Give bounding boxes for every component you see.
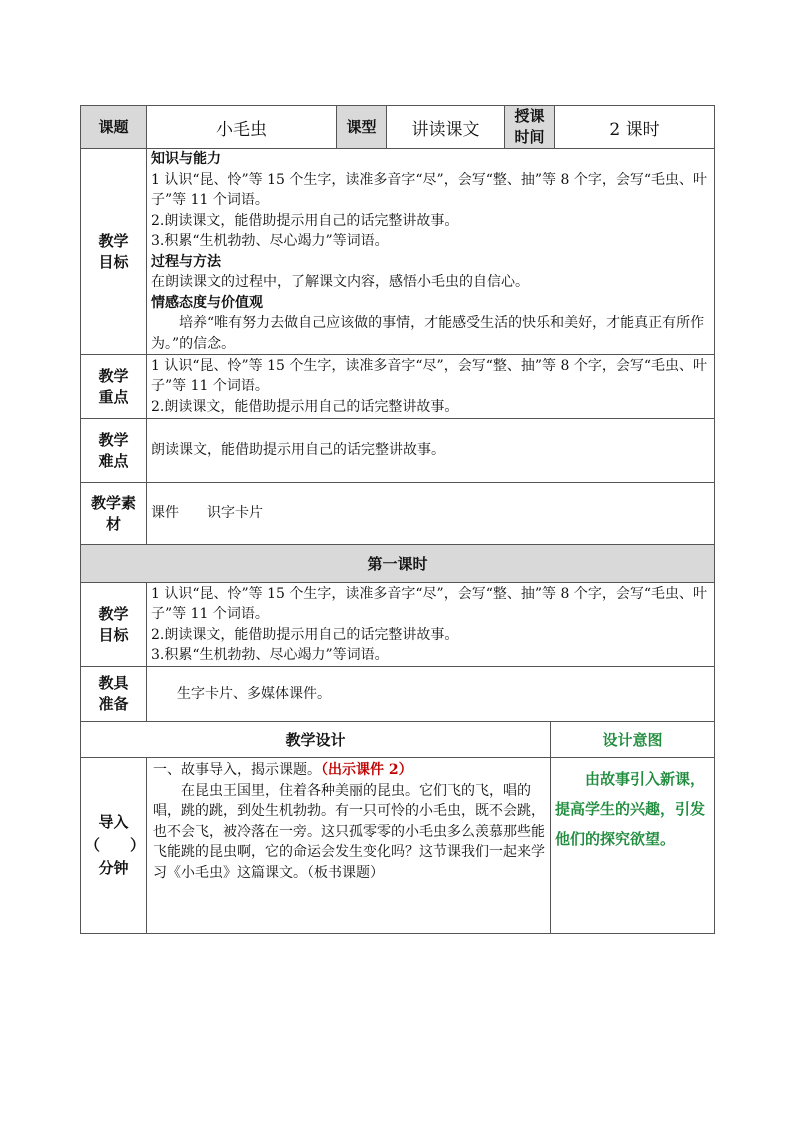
time-value: 2 课时 [555,106,715,149]
lesson1-goals-label: 教学 目标 [81,583,147,667]
materials-content: 课件 识字卡片 [147,483,715,545]
goals-item-2: 2.朗读课文，能借助提示用自己的话完整讲故事。 [151,212,459,229]
key-points-row [81,355,715,419]
intro-step-note: （出示课件 2） [321,762,413,778]
lesson1-goal-1: 1 认识“昆、怜”等 15 个生字，读准多音字“尽”，会写“整、抽”等 8 个字，会写“毛虫、叶子”等 11 个词语。 [151,585,707,622]
intro-content [147,758,551,934]
intro-step-heading [153,760,546,781]
design-header: 教学设计 [81,722,551,758]
difficulties-content: 朗读课文，能借助提示用自己的话完整讲故事。 [147,419,715,483]
materials-label: 教学素 材 [81,483,147,545]
intro-intent: 由故事引入新课，提高学生的兴趣，引发他们的探究欲望。 [551,758,715,934]
intro-row [81,758,715,934]
goals-item-3: 3.积累“生机勃勃、尽心竭力”等词语。 [151,233,389,249]
time-label [505,106,555,149]
goals-heading-process: 过程与方法 [151,253,221,270]
lesson1-goal-2: 2.朗读课文，能借助提示用自己的话完整讲故事。 [151,626,459,643]
goals-heading-knowledge: 知识与能力 [151,151,221,167]
intent-header: 设计意图 [551,722,715,758]
goals-content [147,149,715,355]
lesson1-goals-row [81,583,715,667]
lesson1-title: 第一课时 [81,545,715,583]
time-label-line-1: 授课 [514,107,545,125]
key-point-1: 1 认识“昆、怜”等 15 个生字，读准多音字“尽”，会写“整、抽”等 8 个字，会写“毛虫、叶子”等 11 个词语。 [151,357,707,395]
goals-heading-emotion: 情感态度与价值观 [151,294,263,311]
key-point-2: 2.朗读课文，能借助提示用自己的话完整讲故事。 [151,398,459,415]
lesson1-tools-content: 生字卡片、多媒体课件。 [147,667,715,722]
lesson1-tools-label: 教具 准备 [81,667,147,722]
key-points-label: 教学 重点 [81,355,147,419]
lesson1-goals-content [147,583,715,667]
difficulties-row [81,419,715,483]
goals-row [81,149,715,355]
design-header-row [81,722,715,758]
goals-item-1: 1 认识“昆、怜”等 15 个生字，读准多音字“尽”，会写“整、抽”等 8 个字，会写“毛虫、叶子”等 11 个词语。 [151,171,707,208]
difficulties-label: 教学 难点 [81,419,147,483]
goals-item-4: 在朗读课文的过程中，了解课文内容，感悟小毛虫的自信心。 [151,274,529,290]
intro-step-text: 在昆虫王国里，住着各种美丽的昆虫。它们飞的飞，唱的唱，跳的跳，到处生机勃勃。有一只可怜的小毛虫，既不会跳，也不会飞，被冷落在一旁。这只孤零零的小毛虫多么羡慕那些能飞能跳的昆虫啊，它的命运会发生变化吗？这节课我们一起来学习《小毛虫》这篇课文。（板书课题） [153,782,545,881]
lesson1-goal-3: 3.积累“生机勃勃、尽心竭力”等词语。 [151,647,389,663]
topic-value: 小毛虫 [147,106,337,149]
intro-step-title: 一、故事导入，揭示课题。 [153,762,321,778]
key-points-content [147,355,715,419]
topic-label: 课题 [81,106,147,149]
goals-item-5: 培养“唯有努力去做自己应该做的事情，才能感受生活的快乐和美好，才能真正有所作为。”的信念。 [151,315,705,352]
time-label-line-2: 时间 [514,128,545,146]
goals-label: 教学 目标 [81,149,147,355]
type-label: 课型 [337,106,387,149]
lesson1-title-row [81,545,715,583]
header-row [81,106,715,149]
materials-row [81,483,715,545]
type-value: 讲读课文 [387,106,505,149]
intro-label: 导入 （ ） 分钟 [81,758,147,934]
lesson1-tools-row [81,667,715,722]
lesson-plan-table [80,105,715,934]
